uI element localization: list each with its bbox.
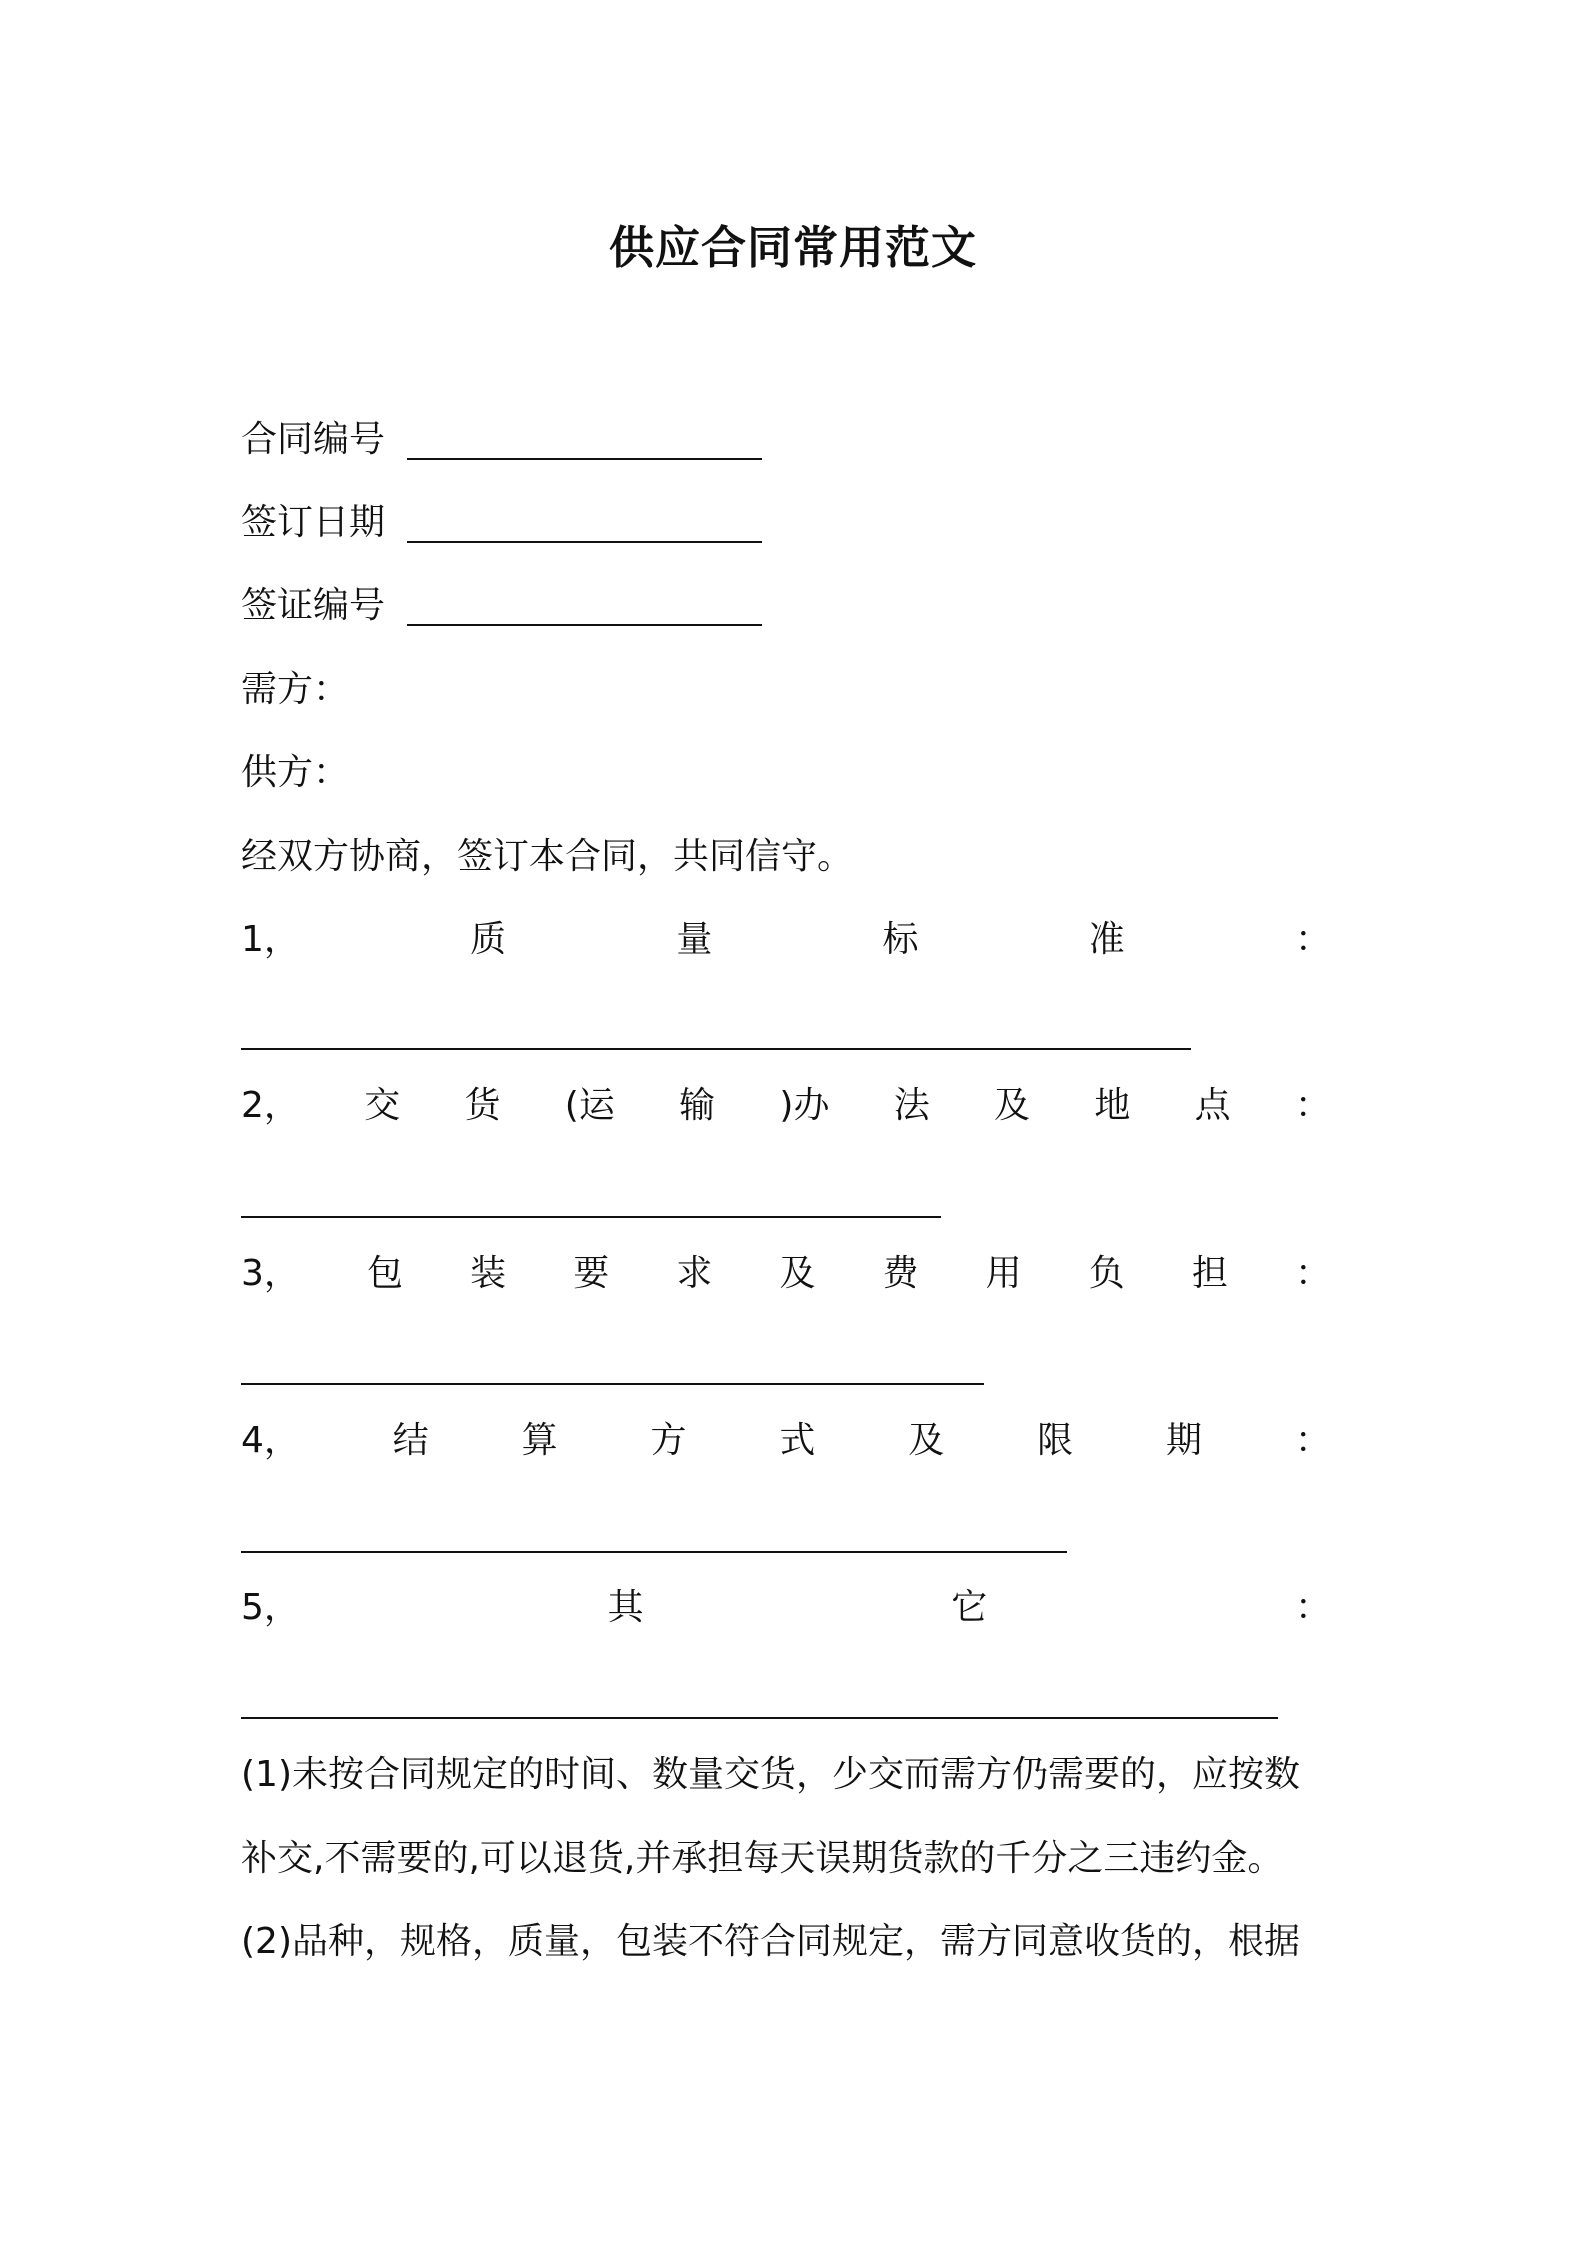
clause-token: 担 bbox=[1191, 1253, 1228, 1294]
clause-token: 要 bbox=[573, 1253, 610, 1294]
buyer-label: 需方： bbox=[241, 669, 350, 710]
clause-token: 质 bbox=[470, 919, 507, 960]
clause-4-blank[interactable] bbox=[241, 1551, 1067, 1553]
contract-number-blank[interactable] bbox=[407, 400, 762, 460]
field-contract-number bbox=[241, 410, 762, 470]
clause-token: (运 bbox=[564, 1085, 615, 1126]
clause-token: 及 bbox=[908, 1420, 945, 1461]
field-sign-date bbox=[241, 493, 762, 553]
clause-token: 包 bbox=[367, 1253, 404, 1294]
field-label: 签证编号 bbox=[241, 585, 386, 626]
clause-token: 4， bbox=[241, 1420, 300, 1461]
clause-token: 准 bbox=[1088, 919, 1125, 960]
clause-token: 5， bbox=[241, 1587, 300, 1628]
body-line: (2)品种，规格，质量，包装不符合同规定，需方同意收货的，根据 bbox=[241, 1921, 1300, 1962]
clause-token: ： bbox=[1294, 1085, 1331, 1126]
field-label: 合同编号 bbox=[241, 419, 386, 460]
clause-token: 费 bbox=[882, 1253, 919, 1294]
visa-number-blank[interactable] bbox=[407, 566, 762, 626]
clause-token: )办 bbox=[779, 1085, 830, 1126]
clause-token: 及 bbox=[994, 1085, 1031, 1126]
clause-token: 它 bbox=[951, 1587, 988, 1628]
clause-1 bbox=[241, 910, 1331, 970]
clause-token: 方 bbox=[650, 1420, 687, 1461]
clause-token: 2， bbox=[241, 1085, 300, 1126]
clause-token: 标 bbox=[882, 919, 919, 960]
clause-token: 1， bbox=[241, 919, 300, 960]
clause-2 bbox=[241, 1076, 1331, 1136]
clause-token: 点 bbox=[1194, 1085, 1231, 1126]
sign-date-blank[interactable] bbox=[407, 483, 762, 543]
clause-token: ： bbox=[1294, 1253, 1331, 1294]
clause-2-blank[interactable] bbox=[241, 1216, 941, 1218]
clause-token: 用 bbox=[985, 1253, 1022, 1294]
clause-token: 求 bbox=[676, 1253, 713, 1294]
body-line: 补交,不需要的,可以退货,并承担每天误期货款的千分之三违约金。 bbox=[241, 1838, 1284, 1879]
clause-token: 其 bbox=[607, 1587, 644, 1628]
supplier-label: 供方： bbox=[241, 752, 350, 793]
field-label: 签订日期 bbox=[241, 502, 386, 543]
clause-1-blank[interactable] bbox=[241, 1048, 1191, 1050]
clause-token: 期 bbox=[1166, 1420, 1203, 1461]
clause-token: 负 bbox=[1088, 1253, 1125, 1294]
clause-token: ： bbox=[1294, 1420, 1331, 1461]
clause-4 bbox=[241, 1411, 1331, 1471]
clause-5 bbox=[241, 1578, 1331, 1638]
clause-5-blank[interactable] bbox=[241, 1717, 1278, 1719]
clause-token: 装 bbox=[470, 1253, 507, 1294]
clause-token: 式 bbox=[779, 1420, 816, 1461]
clause-token: 3， bbox=[241, 1253, 300, 1294]
clause-token: 及 bbox=[779, 1253, 816, 1294]
clause-token: ： bbox=[1294, 919, 1331, 960]
field-visa-number bbox=[241, 576, 762, 636]
clause-token: 法 bbox=[893, 1085, 930, 1126]
clause-token: ： bbox=[1294, 1587, 1331, 1628]
clause-token: 限 bbox=[1037, 1420, 1074, 1461]
intro-paragraph: 经双方协商，签订本合同，共同信守。 bbox=[241, 836, 854, 877]
clause-3-blank[interactable] bbox=[241, 1383, 984, 1385]
clause-token: 输 bbox=[679, 1085, 716, 1126]
clause-token: 交 bbox=[364, 1085, 401, 1126]
clause-token: 量 bbox=[676, 919, 713, 960]
body-line: (1)未按合同规定的时间、数量交货，少交而需方仍需要的，应按数 bbox=[241, 1754, 1300, 1795]
clause-token: 地 bbox=[1094, 1085, 1131, 1126]
clause-3 bbox=[241, 1244, 1331, 1304]
clause-token: 货 bbox=[464, 1085, 501, 1126]
clause-token: 结 bbox=[392, 1420, 429, 1461]
clause-token: 算 bbox=[521, 1420, 558, 1461]
document-title: 供应合同常用范文 bbox=[608, 221, 977, 274]
